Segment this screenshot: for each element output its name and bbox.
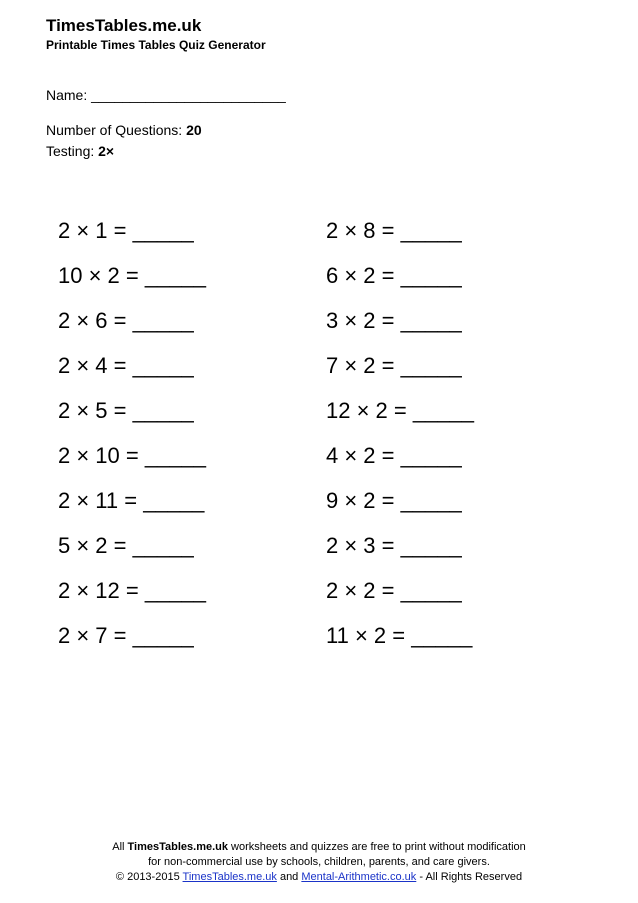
footer-text: All — [112, 841, 128, 853]
copyright-text: © 2013-2015 — [115, 871, 183, 883]
question-item: 3 × 2 = _____ — [326, 308, 462, 333]
question-item: 2 × 5 = _____ — [58, 398, 194, 423]
mental-arithmetic-link[interactable]: Mental-Arithmetic.co.uk — [301, 871, 417, 883]
question-item: 2 × 12 = _____ — [58, 578, 207, 603]
question-item: 9 × 2 = _____ — [326, 488, 462, 513]
question-item: 2 × 6 = _____ — [58, 308, 194, 333]
footer-line-3 — [0, 870, 638, 885]
question-item: 10 × 2 = _____ — [58, 263, 207, 288]
question-item: 2 × 11 = _____ — [58, 488, 205, 513]
testing-label: Testing: — [46, 143, 99, 159]
question-item: 2 × 10 = _____ — [58, 443, 207, 468]
footer-line-1 — [0, 840, 638, 855]
site-title: TimesTables.me.uk — [46, 16, 202, 35]
question-item: 2 × 2 = _____ — [326, 578, 462, 603]
question-item: 2 × 3 = _____ — [326, 533, 462, 558]
testing-value: 2× — [98, 143, 115, 159]
question-count-label: Number of Questions: — [46, 122, 187, 138]
question-count-value: 20 — [186, 122, 202, 138]
question-item: 2 × 8 = _____ — [326, 218, 462, 243]
footer-text: and — [276, 871, 302, 883]
question-item: 6 × 2 = _____ — [326, 263, 462, 288]
question-item: 5 × 2 = _____ — [58, 533, 194, 558]
question-item: 11 × 2 = _____ — [326, 623, 473, 648]
timestables-link[interactable]: TimesTables.me.uk — [182, 871, 277, 883]
footer-text: - All Rights Reserved — [416, 871, 523, 883]
question-item: 2 × 7 = _____ — [58, 623, 194, 648]
name-label: Name: — [46, 87, 92, 103]
name-blank: _________________________ — [91, 87, 286, 103]
page-subtitle: Printable Times Tables Quiz Generator — [46, 38, 266, 52]
question-item: 12 × 2 = _____ — [326, 398, 475, 423]
footer-text: worksheets and quizzes are free to print without modification — [228, 841, 526, 853]
question-item: 7 × 2 = _____ — [326, 353, 462, 378]
footer-line-2: for non-commercial use by schools, children, parents, and care givers. — [148, 856, 490, 868]
footer-brand: TimesTables.me.uk — [127, 841, 228, 853]
page-footer — [0, 840, 638, 885]
question-item: 2 × 1 = _____ — [58, 218, 194, 243]
question-item: 2 × 4 = _____ — [58, 353, 194, 378]
question-item: 4 × 2 = _____ — [326, 443, 462, 468]
